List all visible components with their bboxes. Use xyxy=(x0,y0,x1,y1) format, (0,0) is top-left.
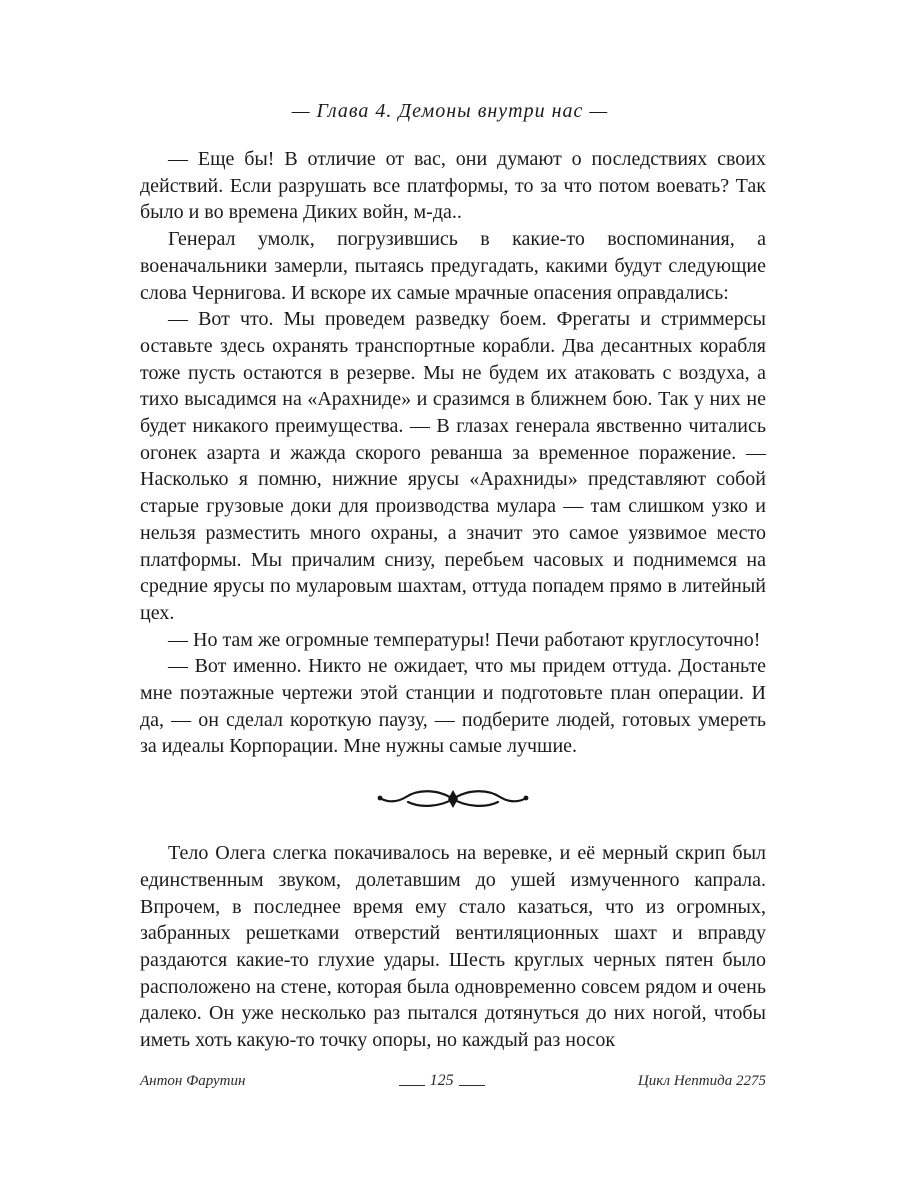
footer-author: Антон Фарутин xyxy=(140,1073,246,1089)
page-number-rule-left xyxy=(399,1085,425,1087)
paragraph: — Еще бы! В отличие от вас, они думают о последствиях своих действий. Если разрушать все платформы, то за что потом воевать? Так было и во времена Диких войн, м-да.. xyxy=(140,148,766,224)
page-number-rule-right xyxy=(459,1085,485,1087)
paragraph: — Но там же огромные температуры! Печи работают круглосуточно! xyxy=(168,628,761,651)
chapter-header: — Глава 4. Демоны внутри нас — xyxy=(291,100,609,122)
page-number: 125 xyxy=(429,1072,454,1089)
section-divider-ornament xyxy=(140,787,766,811)
page-footer xyxy=(140,1072,766,1090)
footer-series: Цикл Нептида 2275 xyxy=(637,1073,766,1089)
paragraph: Тело Олега слегка покачивалось на веревке, и её мерный скрип был единственным звуком, долетавшим до ушей измученного капрала. Впрочем, в последнее время ему стало казаться, что из огромных, забранных решетками отверстий вентиляционных шахт и вправду раздаются какие-то глухие удары. Шесть круглых черных пятен было расположено на стене, которая была одновременно совсем рядом и очень далеко. Он уже несколько раз пытался дотянуться до них ногой, чтобы иметь хоть какую-то точку опоры, но каждый раз носок xyxy=(140,842,766,1052)
paragraph: Генерал умолк, погрузившись в какие-то воспоминания, а военачальники замерли, пытаясь предугадать, какими будут следующие слова Чернигова. И вскоре их самые мрачные опасения оправдались: xyxy=(140,228,766,304)
divider-flourish-svg xyxy=(368,787,538,811)
paragraph: — Вот что. Мы проведем разведку боем. Фрегаты и стриммерсы оставьте здесь охранять транспортные корабли. Два десантных корабля тоже пусть остаются в резерве. Мы не будем их атаковать с воздуха, а тихо высадимся на «Арахниде» и сразимся в ближнем бою. Так у них не будет никакого преимущества. — В глазах генерала явственно читались огонек азарта и жажда скорого реванша за временное поражение. — Насколько я помню, нижние ярусы «Арахниды» представляют собой старые грузовые доки для производства мулара — там слишком узко и нельзя разместить много охраны, а значит это самое уязвимое место платформы. Мы причалим снизу, перебьем часовых и поднимемся на средние ярусы по муларовым шахтам, оттуда попадем прямо в литейный цех. xyxy=(140,308,766,624)
page-number-block xyxy=(394,1072,490,1090)
page-content xyxy=(140,146,766,1054)
paragraph: — Вот именно. Никто не ожидает, что мы придем оттуда. Достаньте мне поэтажные чертежи этой станции и подготовьте план операции. И да, — он сделал короткую паузу, — подберите людей, готовых умереть за идеалы Корпорации. Мне нужны самые лучшие. xyxy=(140,655,766,758)
